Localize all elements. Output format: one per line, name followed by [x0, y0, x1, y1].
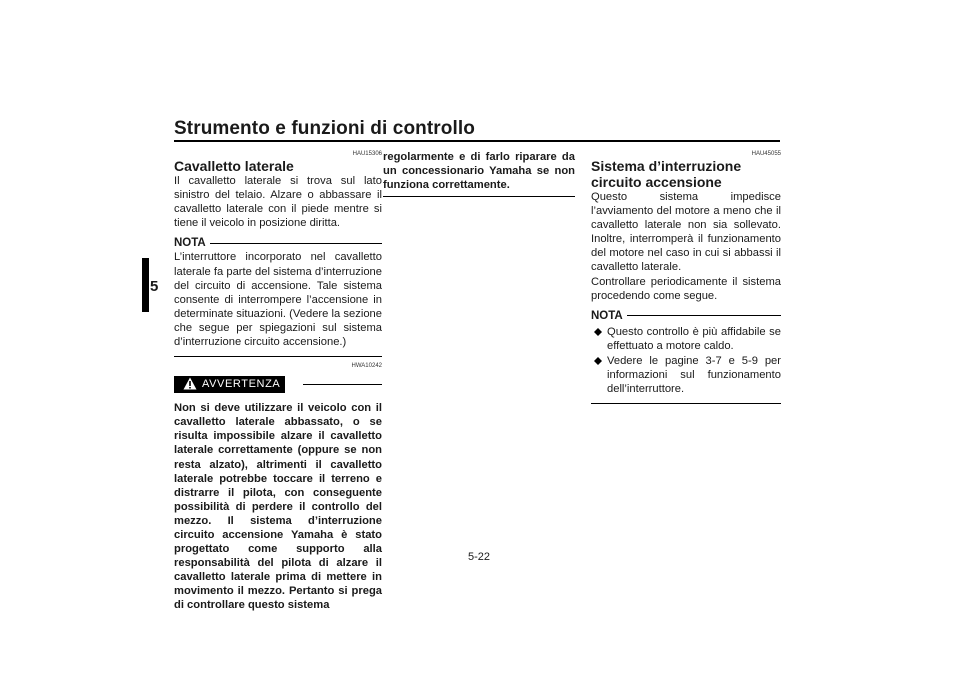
title-rule [174, 140, 780, 142]
note-label: NOTA [591, 309, 623, 322]
column-1 [174, 150, 382, 613]
warning-header [174, 376, 382, 393]
section-heading-side-stand: Cavalletto laterale [174, 158, 294, 174]
warning-badge [174, 376, 285, 393]
column-2 [383, 150, 575, 197]
note-rule [210, 243, 382, 244]
note-bullet-list [591, 325, 781, 396]
warning-icon [183, 377, 197, 390]
chapter-tab [142, 258, 149, 312]
note-header [174, 236, 382, 250]
note-rule [627, 315, 781, 316]
ignition-cutoff-intro: Questo sistema impedisce l’avviamento del motore a meno che il cavalletto laterale non sia sollevato. Inoltre, interromperà il funzionamento del motore nel caso in cui si abbassi il cavalletto laterale. [591, 191, 781, 274]
chapter-number: 5 [150, 278, 159, 295]
note-end-rule [174, 356, 382, 357]
warning-text-continued: regolarmente e di farlo riparare da un concessionario Yamaha se non funziona correttamente. [383, 151, 575, 192]
diamond-bullet-icon [594, 357, 602, 365]
note-text: L’interruttore incorporato nel cavalletto laterale fa parte del sistema d’interruzione del circuito di accensione. Tale sistema consente di interrompere l’accensione in determinate situazioni. (Vedere la sezione che segue per spiegazioni sul sistema d’interruzione circuito accensione.) [174, 251, 382, 349]
warning-code: HWA10242 [351, 363, 382, 370]
note-header [591, 309, 781, 323]
section-heading-ignition-cutoff: Sistema d’interruzione circuito accensione [591, 158, 742, 190]
warning-rule [303, 384, 382, 385]
page-number: 5-22 [468, 551, 491, 563]
section-code: HAU15306 [352, 151, 382, 157]
list-item: Vedere le pagine 3-7 e 5-9 per informazioni sul funzionamento dell’interruttore. [591, 354, 781, 396]
ignition-cutoff-check: Controllare periodicamente il sistema procedendo come segue. [591, 275, 781, 302]
diamond-bullet-icon [594, 328, 602, 336]
side-stand-intro: Il cavalletto laterale si trova sul lato sinistro del telaio. Alzare o abbassare il cavalletto laterale con il piede mentre si tiene il veicolo in posizione diritta. [174, 175, 382, 230]
list-item: Questo controllo è più affidabile se effettuato a motore caldo. [591, 325, 781, 353]
note-end-rule [591, 403, 781, 404]
warning-text: Non si deve utilizzare il veicolo con il cavalletto laterale abbassato, o se risulta impossibile alzare il cavalletto laterale correttamente (oppure se non resta alzato), altrimenti il cavalletto laterale potrebbe toccare il terreno e distrarre il pilota, con conseguente possibilità di perdere il controllo del mezzo. Il sistema d’interruzione circuito accensione Yamaha è stato progettato come supporto alla responsabilità del pilota di alzare il cavalletto laterale prima di mettere in movimento il mezzo. Pertanto si prega di controllare questo sistema [174, 402, 382, 612]
warning-end-rule [383, 196, 575, 197]
warning-label: AVVERTENZA [202, 378, 281, 391]
page-title: Strumento e funzioni di controllo [174, 118, 475, 139]
section-code: HAU45055 [751, 151, 781, 157]
note-label: NOTA [174, 237, 206, 250]
column-3 [591, 150, 781, 404]
